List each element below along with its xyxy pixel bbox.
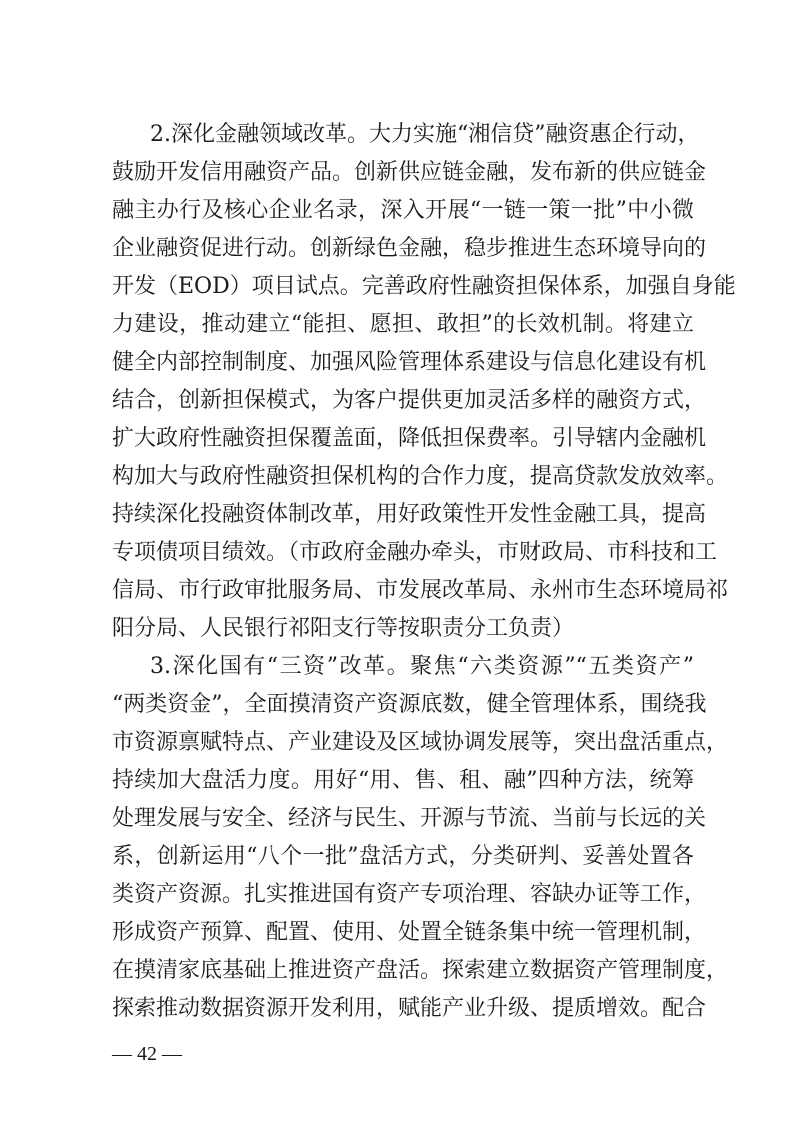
text-line: 系，创新运用“八个一批”盘活方式，分类研判、妥善处置各 (112, 844, 694, 869)
text-line: 类资产资源。扎实推进国有资产专项治理、容缺办证等工作， (112, 882, 707, 907)
text-line: 市资源禀赋特点、产业建设及区域协调发展等，突出盘活重点， (112, 730, 729, 755)
text-line: 持续深化投融资体制改革，用好政策性开发性金融工具，提高 (112, 502, 707, 527)
text-line: 融主办行及核心企业名录，深入开展“一链一策一批”中小微 (112, 198, 694, 223)
text-line: 阳分局、人民银行祁阳支行等按职责分工负责） (112, 616, 575, 641)
text-line: 专项债项目绩效。（市政府金融办牵头，市财政局、市科技和工 (112, 540, 718, 565)
text-line: 信局、市行政审批服务局、市发展改革局、永州市生态环境局祁 (112, 578, 729, 603)
text-line: 开发（EOD）项目试点。完善政府性融资担保体系，加强自身能 (112, 274, 736, 299)
text-line: 2.深化金融领域改革。大力实施“湘信贷”融资惠企行动， (150, 122, 700, 147)
text-line: 结合，创新担保模式，为客户提供更加灵活多样的融资方式， (112, 388, 707, 413)
text-line: 构加大与政府性融资担保机构的合作力度，提高贷款发放效率。 (112, 464, 729, 489)
text-line: 处理发展与安全、经济与民生、开源与节流、当前与长远的关 (112, 806, 707, 831)
text-line: 持续加大盘活力度。用好“用、售、租、融”四种方法，统筹 (112, 768, 694, 793)
text-line: 3.深化国有“三资”改革。聚焦“六类资源”“五类资产” (150, 654, 694, 679)
text-line: 鼓励开发信用融资产品。创新供应链金融，发布新的供应链金 (112, 160, 707, 185)
text-line: 力建设，推动建立“能担、愿担、敢担”的长效机制。将建立 (112, 312, 694, 337)
text-line: 企业融资促进行动。创新绿色金融，稳步推进生态环境导向的 (112, 236, 707, 261)
page-number: — 42 — (112, 1043, 182, 1065)
text-line: “两类资金”，全面摸清资产资源底数，健全管理体系，围绕我 (112, 692, 707, 717)
text-line: 形成资产预算、配置、使用、处置全链条集中统一管理机制， (112, 920, 707, 945)
text-line: 健全内部控制制度、加强风险管理体系建设与信息化建设有机 (112, 350, 707, 375)
text-line: 扩大政府性融资担保覆盖面，降低担保费率。引导辖内金融机 (112, 426, 707, 451)
text-line: 在摸清家底基础上推进资产盘活。探索建立数据资产管理制度， (112, 958, 729, 983)
text-line: 探索推动数据资源开发利用，赋能产业升级、提质增效。配合 (112, 996, 707, 1021)
